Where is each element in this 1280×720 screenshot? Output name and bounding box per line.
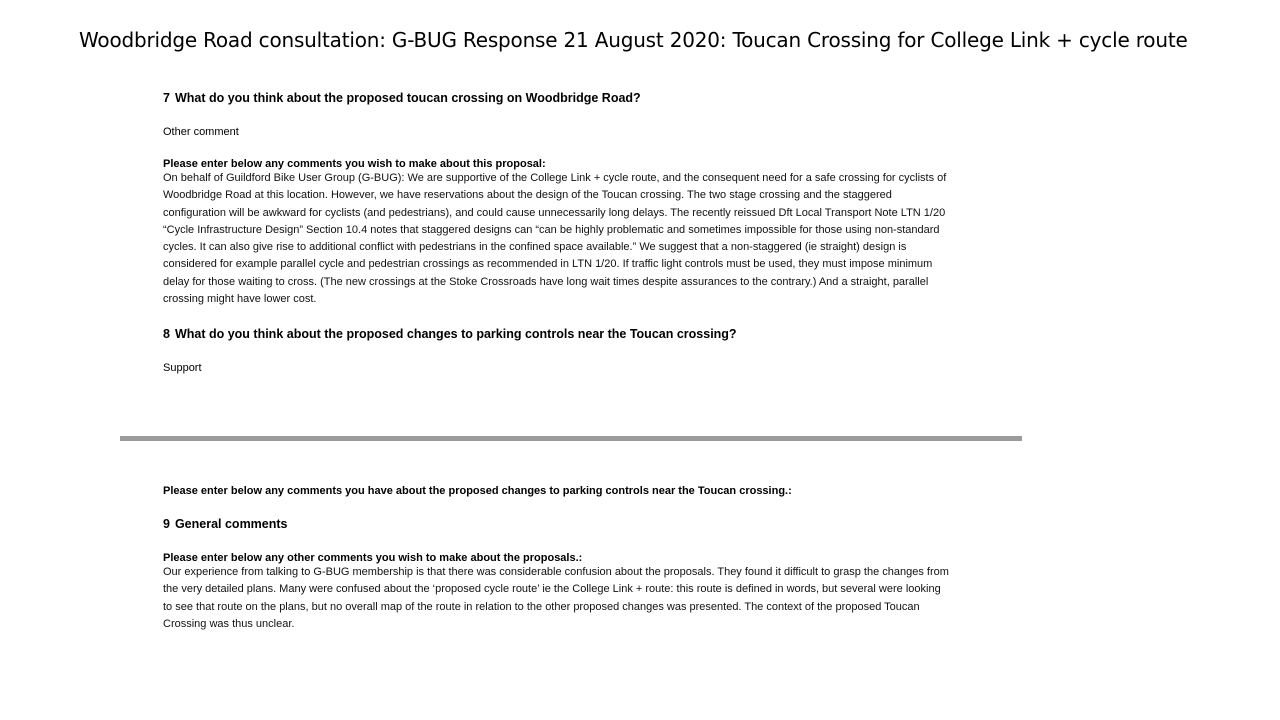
paragraph-line: Woodbridge Road at this location. However, we have reservations about the design of the Toucan crossing. The two stage crossing and the staggered	[163, 189, 892, 202]
paragraph-line: crossing might have lower cost.	[163, 293, 317, 306]
paragraph-line: On behalf of Guildford Bike User Group (G-BUG): We are supportive of the College Link + cycle route, and the consequent need for a safe crossing for cyclists of	[163, 172, 947, 184]
paragraph-line: considered for example parallel cycle and pedestrian crossings as recommended in LTN 1/20. If traffic light controls must be used, they must impose minimum	[163, 258, 933, 271]
question-7-answer	[163, 126, 993, 138]
question-8-heading	[163, 327, 993, 341]
paragraph-line: Our experience from talking to G-BUG membership is that there was considerable confusion about the proposals. They found it difficult to grasp the changes from	[163, 566, 949, 578]
question-9-heading	[163, 517, 993, 531]
comment-paragraph	[163, 170, 993, 308]
question-8-comments	[163, 485, 993, 497]
question-number: 7	[163, 91, 170, 105]
paragraph-line: delay for those waiting to cross. (The new crossings at the Stoke Crossroads have long wait times despite assurances to the contrary.) And a straight, parallel	[163, 275, 929, 288]
question-number: 9	[163, 517, 170, 531]
question-text: What do you think about the proposed changes to parking controls near the Toucan crossing?	[174, 327, 737, 341]
slide-title: Woodbridge Road consultation: G-BUG Response 21 August 2020: Toucan Crossing for College Link + cycle route	[79, 28, 1188, 52]
question-number: 8	[163, 327, 170, 341]
question-7-comments	[163, 158, 993, 308]
paragraph-line: cycles. It can also give rise to additional conflict with pedestrians in the confined space available.” We suggest that a non-staggered (ie straight) design is	[163, 241, 907, 254]
paragraph-line: “Cycle Infrastructure Design” Section 10.4 notes that staggered designs can “can be highly problematic and sometimes impossible for those using non-standard	[163, 223, 940, 236]
comment-prompt: Please enter below any comments you wish to make about this proposal:	[163, 158, 546, 170]
paragraph-line: Crossing was thus unclear.	[163, 617, 295, 630]
answer-text: Support	[163, 362, 202, 374]
paragraph-line: configuration will be awkward for cyclists (and pedestrians), and could cause unnecessarily long delays. The recently reissued Dft Local Transport Note LTN 1/20	[163, 206, 946, 219]
question-9-comments	[163, 552, 993, 633]
comment-paragraph	[163, 564, 993, 633]
paragraph-line: to see that route on the plans, but no overall map of the route in relation to the other proposed changes was presented. The context of the proposed Toucan	[163, 600, 920, 613]
question-text: General comments	[174, 517, 288, 531]
comment-prompt: Please enter below any other comments you wish to make about the proposals.:	[163, 552, 583, 564]
page-divider	[120, 436, 1022, 441]
comment-prompt: Please enter below any comments you have about the proposed changes to parking controls near the Toucan crossing.:	[163, 485, 792, 497]
answer-text: Other comment	[163, 126, 239, 138]
paragraph-line: the very detailed plans. Many were confused about the ‘proposed cycle route’ ie the College Link + route: this route is defined in words, but several were looking	[163, 583, 941, 596]
question-8-answer	[163, 362, 993, 374]
question-7-heading	[163, 91, 993, 105]
question-text: What do you think about the proposed toucan crossing on Woodbridge Road?	[174, 91, 641, 105]
